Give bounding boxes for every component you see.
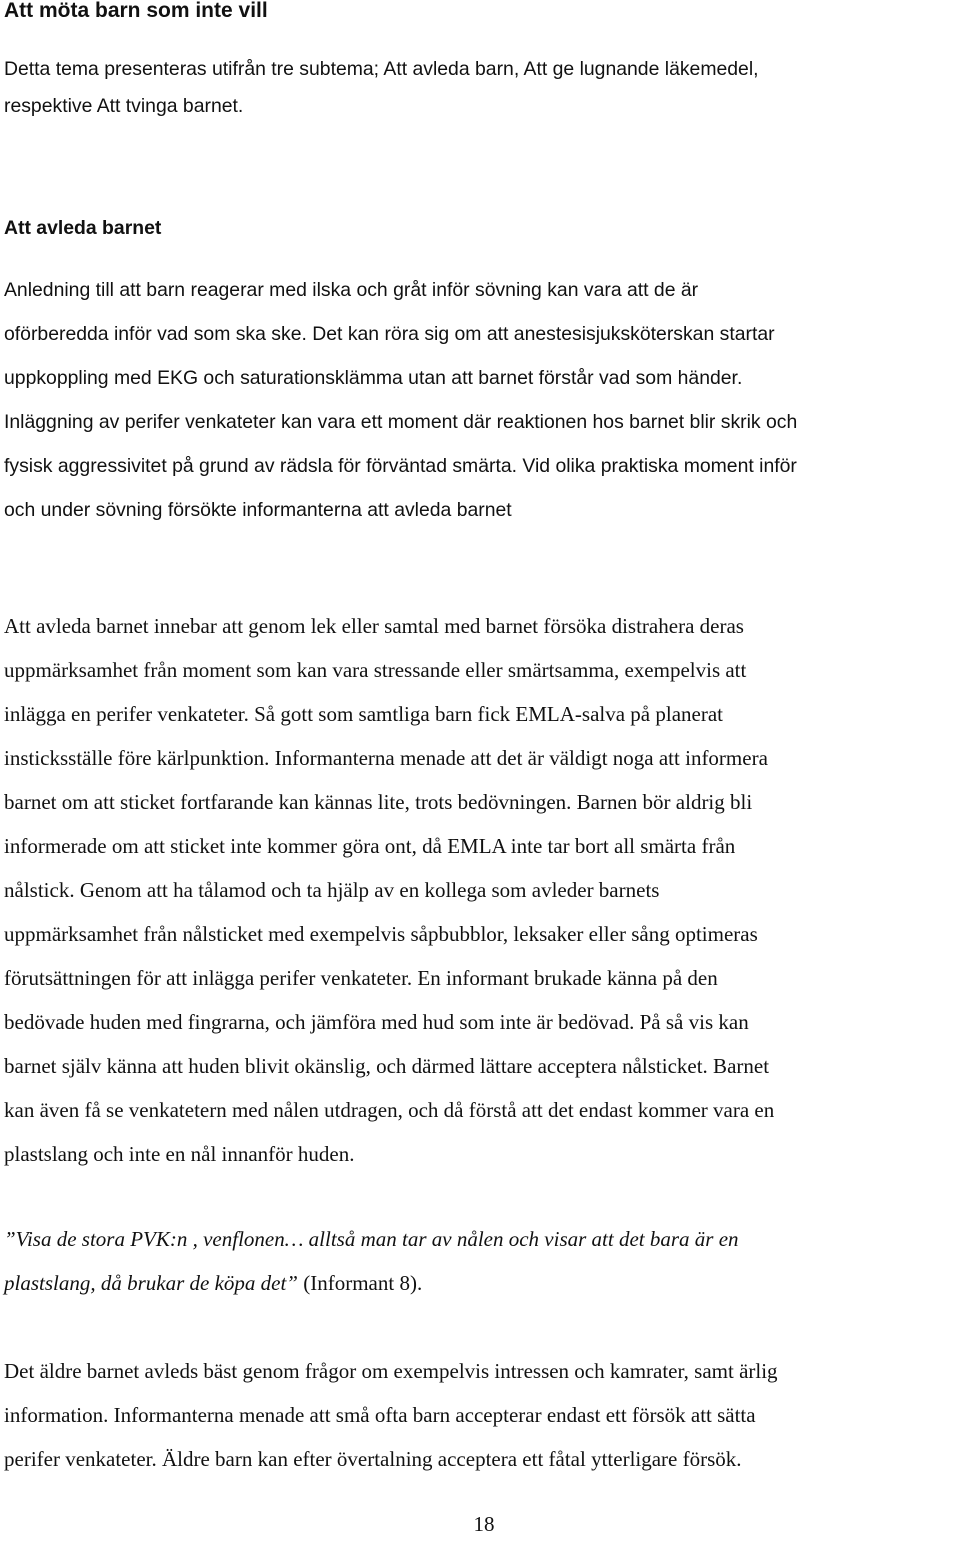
text-line: perifer venkateter. Äldre barn kan efter övertalning acceptera ett fåtal ytterligare försök. [4, 1447, 742, 1471]
text-line: uppmärksamhet från moment som kan vara stressande eller smärtsamma, exempelvis att [4, 658, 747, 682]
text-line: och under sövning försökte informanterna att avleda barnet [4, 499, 512, 521]
text-line: plastslang och inte en nål innanför huden. [4, 1142, 355, 1166]
paragraph-1 [4, 268, 797, 532]
quote-citation: (Informant 8). [298, 1271, 423, 1295]
text-line: förutsättningen för att inlägga perifer venkateter. En informant brukade känna på den [4, 966, 718, 990]
text-line: kan även få se venkatetern med nålen utdragen, och då förstå att det endast kommer vara en [4, 1098, 775, 1122]
text-line: barnet själv känna att huden blivit okänslig, och därmed lättare acceptera nålsticket. Barnet [4, 1054, 770, 1078]
text-line: fysisk aggressivitet på grund av rädsla för förväntad smärta. Vid olika praktiska moment inför [4, 455, 797, 477]
section-title: Att möta barn som inte vill [4, 0, 268, 22]
quote-block [4, 1217, 739, 1305]
paragraph-2 [4, 604, 774, 1176]
paragraph-3 [4, 1349, 778, 1481]
text-line: uppmärksamhet från nålsticket med exempelvis såpbubblor, leksaker eller sång optimeras [4, 922, 758, 946]
quote-line: ”Visa de stora PVK:n , venflonen… alltså man tar av nålen och visar att det bara är en [4, 1227, 739, 1251]
text-line: Att avleda barnet innebar att genom lek eller samtal med barnet försöka distrahera deras [4, 614, 744, 638]
text-line: Det äldre barnet avleds bäst genom frågor om exempelvis intressen och kamrater, samt ärlig [4, 1359, 778, 1383]
text-line: oförberedda inför vad som ska ske. Det kan röra sig om att anestesisjuksköterskan startar [4, 323, 775, 345]
text-line: insticksställe före kärlpunktion. Informanterna menade att det är väldigt noga att informera [4, 746, 768, 770]
quote-italic-text: plastslang, då brukar de köpa det” [4, 1271, 298, 1295]
text-line: informerade om att sticket inte kommer göra ont, då EMLA inte tar bort all smärta från [4, 834, 736, 858]
text-line: information. Informanterna menade att små ofta barn accepterar endast ett försök att sätta [4, 1403, 756, 1427]
text-line: Detta tema presenteras utifrån tre subtema; Att avleda barn, Att ge lugnande läkemedel, [4, 58, 759, 80]
text-line: Anledning till att barn reagerar med ilska och gråt inför sövning kan vara att de är [4, 279, 699, 301]
text-line: respektive Att tvinga barnet. [4, 95, 244, 117]
intro-paragraph [4, 51, 759, 125]
quote-line [4, 1261, 739, 1305]
text-line: Inläggning av perifer venkateter kan vara ett moment där reaktionen hos barnet blir skrik och [4, 411, 798, 433]
text-line: barnet om att sticket fortfarande kan kännas lite, trots bedövningen. Barnen bör aldrig bli [4, 790, 753, 814]
text-line: bedövade huden med fingrarna, och jämföra med hud som inte är bedövad. På så vis kan [4, 1010, 749, 1034]
text-line: uppkoppling med EKG och saturationsklämma utan att barnet förstår vad som händer. [4, 367, 743, 389]
text-line: inlägga en perifer venkateter. Så gott som samtliga barn fick EMLA-salva på planerat [4, 702, 723, 726]
page-number: 18 [473, 1512, 495, 1536]
subheading: Att avleda barnet [4, 217, 162, 239]
text-line: nålstick. Genom att ha tålamod och ta hjälp av en kollega som avleder barnets [4, 878, 660, 902]
